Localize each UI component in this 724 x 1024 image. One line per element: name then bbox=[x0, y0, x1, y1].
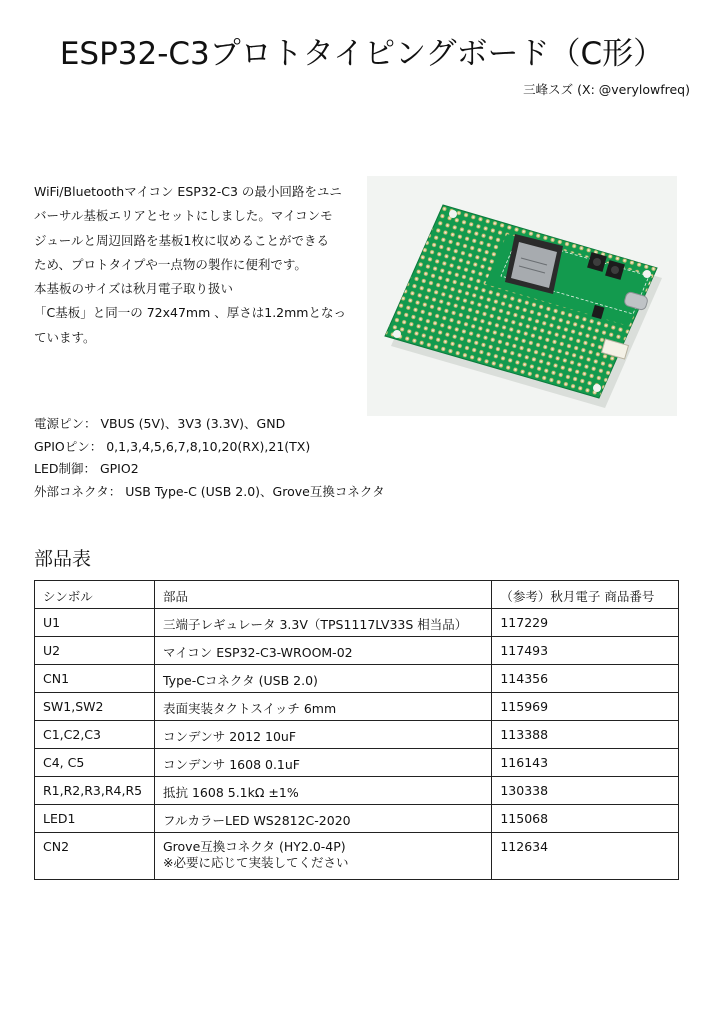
cell-part: 抵抗 1608 5.1kΩ ±1% bbox=[154, 777, 491, 805]
table-row bbox=[35, 637, 679, 665]
cell-symbol: CN2 bbox=[35, 833, 155, 880]
cell-part: コンデンサ 1608 0.1uF bbox=[154, 749, 491, 777]
cell-symbol: U2 bbox=[35, 637, 155, 665]
description-line: ジュールと周辺回路を基板1枚に収めることができる bbox=[34, 232, 329, 248]
description bbox=[34, 180, 379, 350]
cell-code: 113388 bbox=[492, 721, 679, 749]
table-header-row bbox=[35, 581, 679, 609]
cell-part: Type-Cコネクタ (USB 2.0) bbox=[154, 665, 491, 693]
table-row bbox=[35, 777, 679, 805]
cell-code: 114356 bbox=[492, 665, 679, 693]
description-line: バーサル基板エリアとセットにしました。マイコンモ bbox=[34, 208, 333, 224]
description-line: 「C基板」と同一の 72x47mm 、厚さは1.2mmとなっ bbox=[34, 305, 346, 321]
cell-code: 115969 bbox=[492, 693, 679, 721]
page-title: ESP32-C3プロトタイピングボード（C形） bbox=[59, 36, 665, 72]
cell-symbol: U1 bbox=[35, 609, 155, 637]
parts-list-title: 部品表 bbox=[34, 548, 92, 570]
description-line: ています。 bbox=[34, 329, 96, 345]
cell-part bbox=[154, 833, 491, 880]
header-akizuki-code: （参考）秋月電子 商品番号 bbox=[492, 581, 679, 609]
parts-table bbox=[34, 580, 679, 880]
header-part: 部品 bbox=[154, 581, 491, 609]
author-credit: 三峰スズ (X: @verylowfreq) bbox=[523, 82, 690, 97]
cell-symbol: SW1,SW2 bbox=[35, 693, 155, 721]
spec-power-pins: 電源ピン： VBUS (5V)、3V3 (3.3V)、GND bbox=[34, 416, 286, 431]
cell-code: 130338 bbox=[492, 777, 679, 805]
spec-external-connectors: 外部コネクタ： USB Type-C (USB 2.0)、Grove互換コネクタ bbox=[34, 483, 385, 499]
cell-part: マイコン ESP32-C3-WROOM-02 bbox=[154, 637, 491, 665]
description-line: ため、プロトタイプや一点物の製作に便利です。 bbox=[34, 256, 307, 272]
cell-code: 117493 bbox=[492, 637, 679, 665]
cell-part-name: Grove互換コネクタ (HY2.0-4P) bbox=[162, 839, 346, 854]
cell-part: 表面実装タクトスイッチ 6mm bbox=[154, 693, 491, 721]
table-row bbox=[35, 609, 679, 637]
cell-code: 115068 bbox=[492, 805, 679, 833]
description-line: 本基板のサイズは秋月電子取り扱い bbox=[34, 281, 234, 297]
table-row bbox=[35, 749, 679, 777]
spec-led-control: LED制御： GPIO2 bbox=[34, 461, 139, 476]
cell-symbol: C4, C5 bbox=[35, 749, 155, 777]
spec-gpio-pins: GPIOピン： 0,1,3,4,5,6,7,8,10,20(RX),21(TX) bbox=[34, 438, 311, 454]
table-row bbox=[35, 833, 679, 880]
cell-symbol: LED1 bbox=[35, 805, 155, 833]
cell-symbol: CN1 bbox=[35, 665, 155, 693]
cell-part-note: ※必要に応じて実装してください bbox=[162, 855, 349, 870]
table-row bbox=[35, 665, 679, 693]
cell-symbol: C1,C2,C3 bbox=[35, 721, 155, 749]
table-row bbox=[35, 805, 679, 833]
board-photo bbox=[367, 176, 677, 416]
spec-list bbox=[34, 413, 694, 503]
cell-part: 三端子レギュレータ 3.3V（TPS1117LV33S 相当品） bbox=[154, 609, 491, 637]
description-line: WiFi/Bluetoothマイコン ESP32-C3 の最小回路をユニ bbox=[34, 184, 342, 199]
cell-symbol: R1,R2,R3,R4,R5 bbox=[35, 777, 155, 805]
table-row bbox=[35, 721, 679, 749]
cell-code: 112634 bbox=[492, 833, 679, 880]
cell-code: 117229 bbox=[492, 609, 679, 637]
cell-code: 116143 bbox=[492, 749, 679, 777]
cell-part: フルカラーLED WS2812C-2020 bbox=[154, 805, 491, 833]
table-row bbox=[35, 693, 679, 721]
header-symbol: シンボル bbox=[35, 581, 155, 609]
cell-part: コンデンサ 2012 10uF bbox=[154, 721, 491, 749]
